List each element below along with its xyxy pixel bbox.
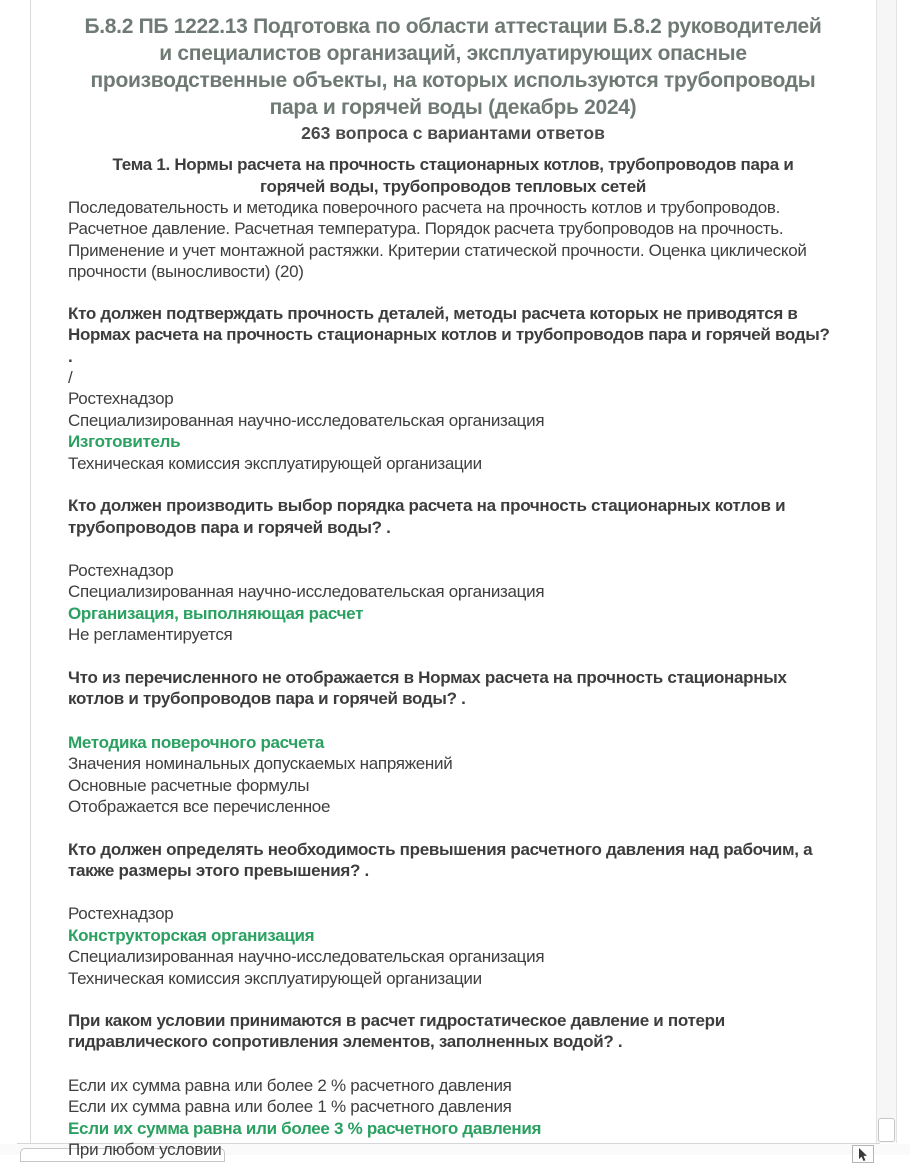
options-list bbox=[68, 1075, 838, 1161]
answer-option: Специализированная научно-исследовательская организация bbox=[68, 410, 545, 430]
question-block bbox=[68, 839, 838, 990]
answer-option: Если их сумма равна или более 2 % расчетного давления bbox=[68, 1075, 512, 1095]
theme-heading bbox=[68, 154, 838, 197]
options-list bbox=[68, 903, 838, 989]
question-note: / bbox=[68, 368, 73, 388]
document-body bbox=[68, 13, 838, 1161]
answer-option: Техническая комиссия эксплуатирующей организации bbox=[68, 968, 482, 988]
page-title-line: пара и горячей воды (декабрь 2024) bbox=[269, 96, 637, 119]
page-title-line: и специалистов организаций, эксплуатирующих опасные bbox=[159, 42, 747, 65]
question-text: Кто должен производить выбор порядка расчета на прочность стационарных котлов и трубопроводов пара и горячей воды? . bbox=[68, 496, 786, 537]
scrollbar-corner-button[interactable] bbox=[852, 1145, 874, 1163]
answer-option: При любом условии bbox=[68, 1140, 222, 1160]
options-list bbox=[68, 560, 838, 646]
answer-option: Отображается все перечисленное bbox=[68, 797, 331, 817]
question-text: При каком условии принимаются в расчет гидростатическое давление и потери гидравлического сопротивления элементов, заполненных водой? . bbox=[68, 1011, 725, 1052]
mouse-cursor-icon bbox=[858, 1148, 869, 1162]
questions-count-subtitle: 263 вопроса с вариантами ответов bbox=[301, 123, 605, 143]
page-title bbox=[68, 13, 838, 121]
question-block bbox=[68, 1010, 838, 1161]
theme-heading-line: горячей воды, трубопроводов тепловых сетей bbox=[259, 176, 647, 196]
correct-answer-option: Конструкторская организация bbox=[68, 925, 315, 945]
question-text: Кто должен определять необходимость превышения расчетного давления над рабочим, а также размеры этого превышения? . bbox=[68, 839, 813, 880]
question-block bbox=[68, 495, 838, 646]
answer-option: Значения номинальных допускаемых напряжений bbox=[68, 754, 453, 774]
answer-option: Ростехнадзор bbox=[68, 389, 174, 409]
correct-answer-option: Организация, выполняющая расчет bbox=[68, 603, 364, 623]
answer-option: Техническая комиссия эксплуатирующей организации bbox=[68, 453, 482, 473]
question-block bbox=[68, 667, 838, 818]
correct-answer-option: Если их сумма равна или более 3 % расчетного давления bbox=[68, 1118, 542, 1138]
theme-heading-line: Тема 1. Нормы расчета на прочность стационарных котлов, трубопроводов пара и bbox=[112, 155, 794, 174]
correct-answer-option: Методика поверочного расчета bbox=[68, 732, 325, 752]
questions-list bbox=[68, 303, 838, 1161]
vertical-scrollbar-thumb[interactable] bbox=[878, 1118, 895, 1142]
options-list bbox=[68, 732, 838, 818]
options-list bbox=[68, 388, 838, 474]
answer-option: Специализированная научно-исследовательская организация bbox=[68, 582, 545, 602]
answer-option: Ростехнадзор bbox=[68, 560, 174, 580]
answer-option: Не регламентируется bbox=[68, 625, 233, 645]
page-left-border bbox=[30, 0, 31, 1143]
theme-description: Последовательность и методика поверочного расчета на прочность котлов и трубопроводов. Расчетное давление. Расчетная температура. Порядок расчета трубопроводов на прочность. Применение и учет монтажной растяжки. Критерии статической прочности. Оценка циклической прочности (выносливости) (20) bbox=[68, 198, 807, 281]
vertical-scrollbar-track[interactable] bbox=[876, 0, 897, 1143]
answer-option: Ростехнадзор bbox=[68, 904, 174, 924]
answer-option: Специализированная научно-исследовательская организация bbox=[68, 947, 545, 967]
page-title-line: производственные объекты, на которых используются трубопроводы bbox=[90, 69, 816, 92]
answer-option: Если их сумма равна или более 1 % расчетного давления bbox=[68, 1097, 512, 1117]
page-title-line: Б.8.2 ПБ 1222.13 Подготовка по области аттестации Б.8.2 руководителей bbox=[84, 15, 822, 38]
answer-option: Основные расчетные формулы bbox=[68, 775, 310, 795]
correct-answer-option: Изготовитель bbox=[68, 432, 181, 452]
question-block bbox=[68, 303, 838, 474]
question-text: Что из перечисленного не отображается в Нормах расчета на прочность стационарных котлов и трубопроводов пара и горячей воды? . bbox=[68, 667, 787, 709]
question-text: Кто должен подтверждать прочность деталей, методы расчета которых не приводятся в Нормах расчета на прочность стационарных котлов и трубопроводов пара и горячей воды? . bbox=[68, 304, 830, 366]
